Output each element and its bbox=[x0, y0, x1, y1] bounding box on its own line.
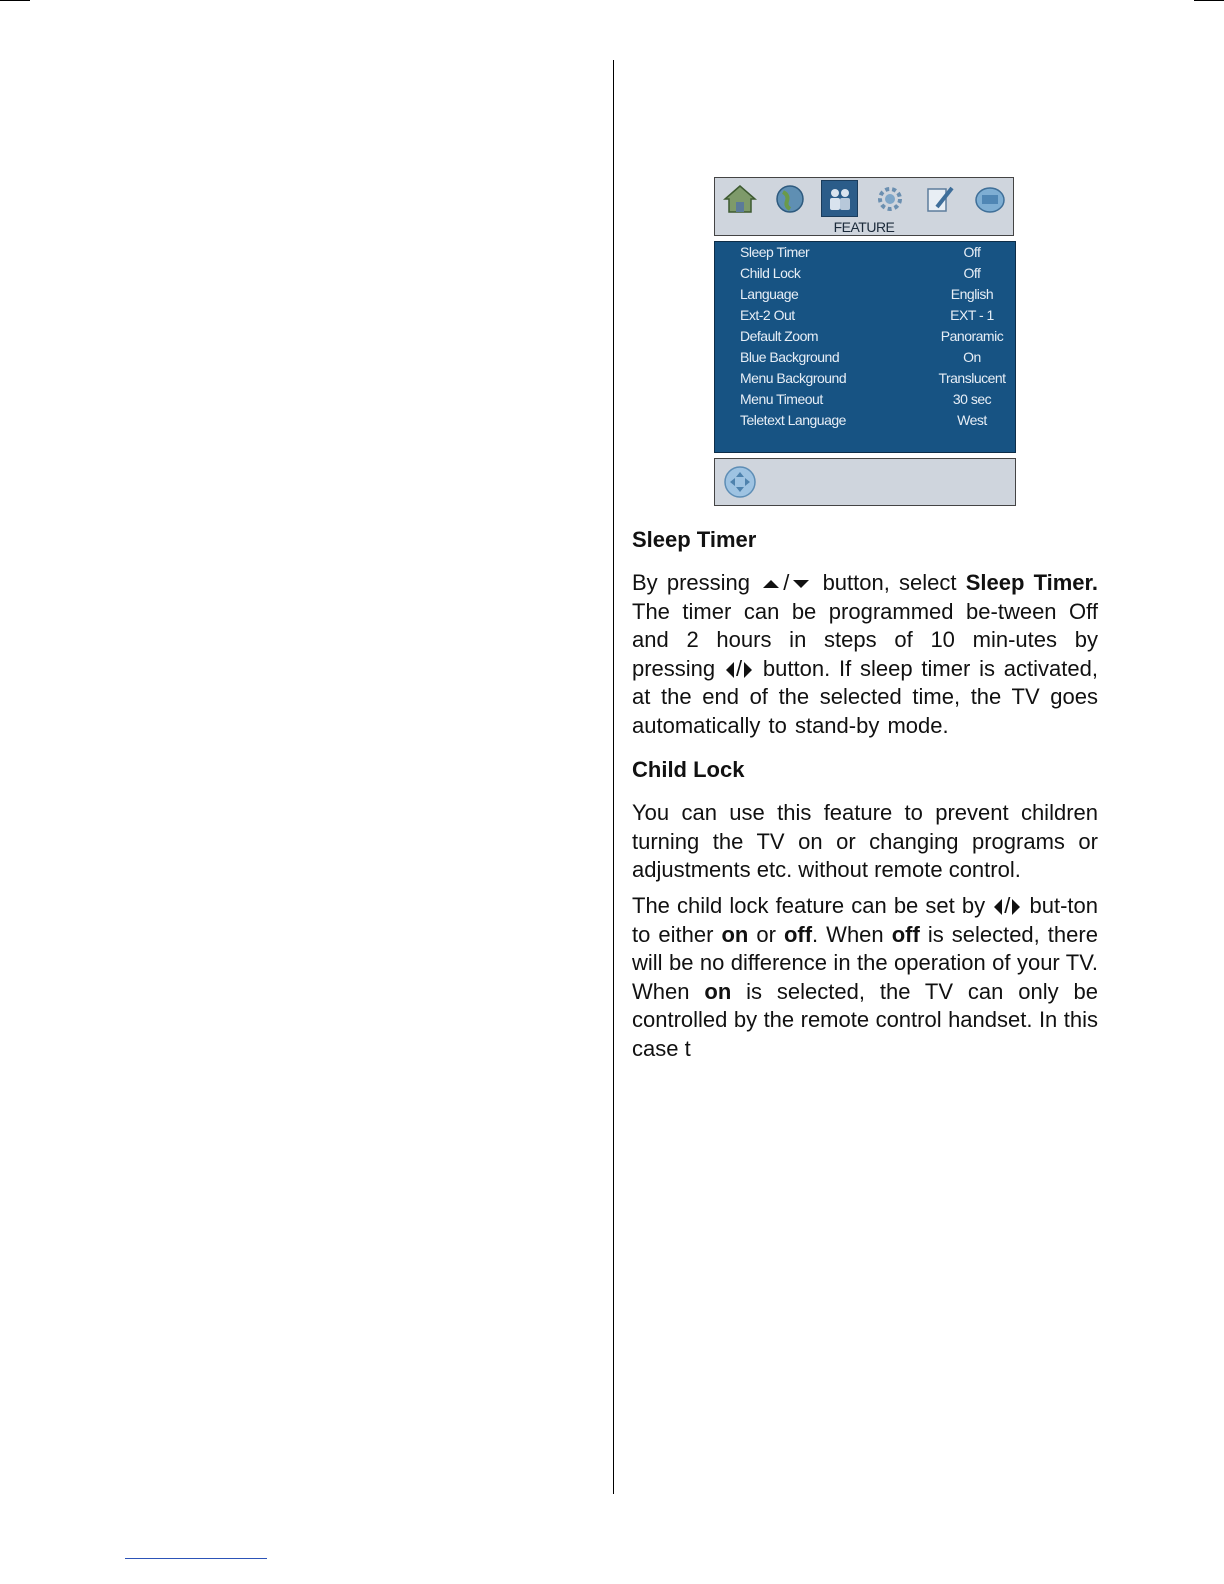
source-icon[interactable] bbox=[971, 180, 1008, 217]
text-run: . When bbox=[812, 921, 884, 947]
osd-item-label: Menu Timeout bbox=[740, 391, 823, 407]
right-arrow-icon bbox=[1012, 899, 1020, 915]
text-run: but-ton to either bbox=[632, 893, 1098, 947]
text-run: The timer can be programmed be-tween Off and 2 hours in steps of 10 min-utes by pressing bbox=[632, 598, 1098, 681]
sleep-timer-paragraph bbox=[632, 569, 1098, 741]
up-arrow-icon bbox=[763, 580, 779, 588]
text-run-bold: on bbox=[721, 921, 749, 947]
osd-item-value: Off bbox=[963, 244, 981, 260]
home-icon[interactable] bbox=[721, 180, 758, 217]
osd-item-menu-background[interactable] bbox=[715, 370, 1015, 391]
osd-item-label: Sleep Timer bbox=[740, 244, 810, 260]
text-run: is selected, the TV can only be controlled by the remote control handset. In this case t bbox=[632, 978, 1098, 1061]
osd-item-value: 30 sec bbox=[952, 391, 992, 407]
osd-menu-bar bbox=[714, 177, 1014, 236]
edit-icon[interactable] bbox=[921, 180, 958, 217]
text-run: The child lock feature can be set by bbox=[632, 893, 986, 918]
navigation-icon bbox=[723, 465, 757, 504]
text-run-bold: off bbox=[783, 921, 813, 947]
osd-item-value: Translucent bbox=[938, 370, 1006, 386]
osd-item-menu-timeout[interactable] bbox=[715, 391, 1015, 412]
osd-item-value: On bbox=[963, 349, 981, 365]
text-run: is selected, there will be no difference in the operation of your TV. When bbox=[632, 921, 1098, 1004]
footer-rule bbox=[125, 1558, 267, 1559]
feature-icon[interactable] bbox=[821, 180, 858, 217]
osd-item-ext2-out[interactable] bbox=[715, 307, 1015, 328]
osd-item-value: Panoramic bbox=[940, 328, 1004, 344]
osd-item-teletext-language[interactable] bbox=[715, 412, 1015, 433]
osd-item-value: West bbox=[957, 412, 987, 428]
crop-mark-left bbox=[0, 0, 30, 1]
osd-navigation-bar bbox=[714, 458, 1016, 506]
text-run-bold: on bbox=[704, 978, 732, 1004]
osd-item-value: English bbox=[950, 286, 994, 302]
text-run: / bbox=[1004, 893, 1011, 918]
globe-icon[interactable] bbox=[771, 180, 808, 217]
text-run: button, select bbox=[822, 570, 957, 595]
osd-feature-panel bbox=[714, 241, 1016, 453]
text-run: or bbox=[756, 921, 776, 947]
osd-item-label: Menu Background bbox=[740, 370, 847, 386]
osd-item-label: Teletext Language bbox=[740, 412, 846, 428]
osd-item-label: Ext-2 Out bbox=[740, 307, 795, 323]
child-lock-heading: Child Lock bbox=[632, 757, 745, 782]
settings-icon[interactable] bbox=[871, 180, 908, 217]
text-run-bold: off bbox=[891, 921, 920, 947]
osd-item-default-zoom[interactable] bbox=[715, 328, 1015, 349]
text-run: By pressing bbox=[632, 570, 751, 595]
osd-item-child-lock[interactable] bbox=[715, 265, 1015, 286]
osd-menu-title: FEATURE bbox=[833, 219, 895, 235]
crop-mark-right bbox=[1194, 0, 1224, 1]
osd-item-value: EXT - 1 bbox=[950, 307, 994, 323]
down-arrow-icon bbox=[793, 580, 809, 588]
osd-item-label: Child Lock bbox=[740, 265, 801, 281]
osd-item-value: Off bbox=[963, 265, 981, 281]
osd-item-language[interactable] bbox=[715, 286, 1015, 307]
child-lock-paragraph-1: You can use this feature to prevent children turning the TV on or changing programs or adjustments etc. without remote control. bbox=[632, 800, 1098, 883]
sleep-timer-heading: Sleep Timer bbox=[632, 527, 757, 552]
osd-item-sleep-timer[interactable] bbox=[715, 244, 1015, 265]
column-divider bbox=[613, 60, 614, 1494]
text-run: / bbox=[783, 570, 790, 595]
left-arrow-icon bbox=[726, 662, 734, 678]
left-arrow-icon bbox=[994, 899, 1002, 915]
text-run-bold: Sleep Timer. bbox=[965, 570, 1098, 595]
osd-item-label: Language bbox=[740, 286, 799, 302]
right-arrow-icon bbox=[744, 662, 752, 678]
text-run: / bbox=[735, 655, 743, 681]
text-run: button. If sleep timer is activated, at the end of the selected time, the TV goes automatically to stand-by mode. bbox=[632, 655, 1098, 738]
osd-item-label: Default Zoom bbox=[740, 328, 819, 344]
child-lock-paragraph-2 bbox=[632, 892, 1098, 1064]
osd-item-blue-background[interactable] bbox=[715, 349, 1015, 370]
osd-item-label: Blue Background bbox=[740, 349, 840, 365]
